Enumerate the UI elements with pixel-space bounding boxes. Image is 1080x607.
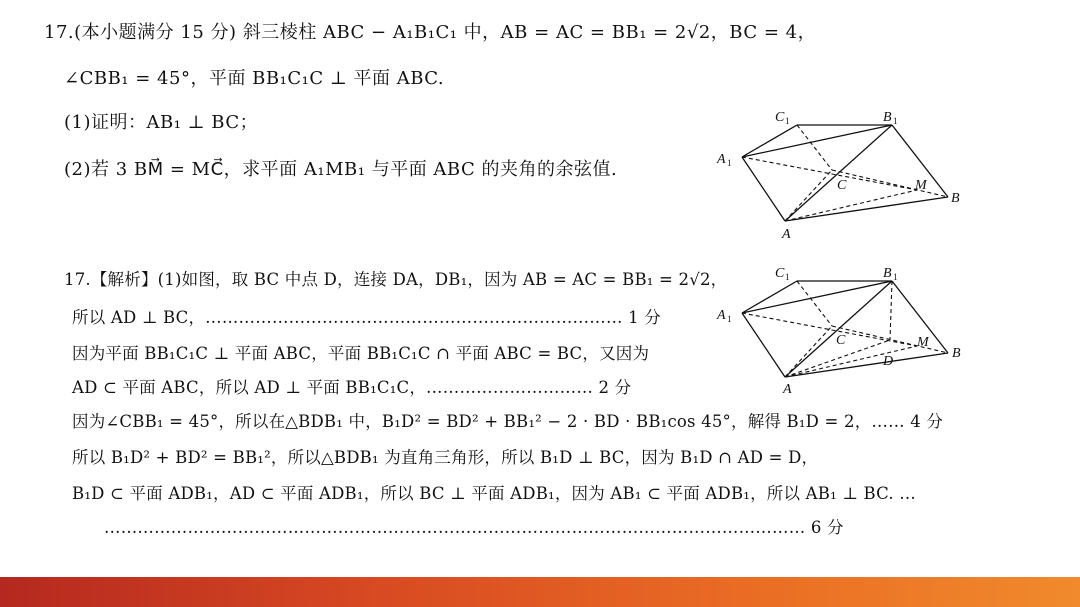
solution-line-3: 因为平面 BB₁C₁C ⊥ 平面 ABC，平面 BB₁C₁C ∩ 平面 ABC = BC，又因为 bbox=[72, 344, 650, 363]
label-a1: A bbox=[717, 308, 726, 323]
solution-line-7: B₁D ⊂ 平面 ADB₁，AD ⊂ 平面 ADB₁，所以 BC ⊥ 平面 ADB₁，因为 AB₁ ⊂ 平面 ADB₁，所以 AB₁ ⊥ BC. … bbox=[72, 484, 916, 503]
label-m: M bbox=[915, 178, 927, 193]
label-c1: C bbox=[775, 110, 785, 125]
label-c: C bbox=[836, 333, 846, 348]
label-a1: A bbox=[717, 152, 726, 167]
label-a1-sub: 1 bbox=[727, 314, 732, 324]
solution-line-8: ……………………………………………………………………………………………………………… 6 分 bbox=[104, 518, 844, 537]
footer-gradient-bar bbox=[0, 577, 1080, 607]
label-c: C bbox=[837, 178, 847, 193]
label-d: D bbox=[883, 354, 894, 369]
label-b1-sub: 1 bbox=[893, 116, 898, 126]
label-m: M bbox=[917, 335, 929, 350]
label-b1: B bbox=[883, 266, 892, 281]
label-b: B bbox=[952, 346, 961, 361]
prism-figure-1 bbox=[712, 104, 972, 244]
label-b: B bbox=[951, 191, 960, 206]
label-a: A bbox=[782, 227, 791, 242]
problem-line-1: 17.(本小题满分 15 分) 斜三棱柱 ABC − A₁B₁C₁ 中，AB = AC = BB₁ = 2√2，BC = 4， bbox=[44, 22, 817, 43]
label-a: A bbox=[783, 382, 792, 397]
label-a1-sub: 1 bbox=[727, 158, 732, 168]
label-c1: C bbox=[775, 266, 785, 281]
solution-line-4: AD ⊂ 平面 ABC，所以 AD ⊥ 平面 BB₁C₁C，………………………… 2 分 bbox=[72, 378, 632, 397]
label-b1-sub: 1 bbox=[893, 272, 898, 282]
label-c1-sub: 1 bbox=[785, 116, 790, 126]
problem-part-2: (2)若 3 BM⃗ = MC⃗，求平面 A₁MB₁ 与平面 ABC 的夹角的余弦值. bbox=[64, 159, 618, 180]
problem-part-1: (1)证明：AB₁ ⊥ BC； bbox=[64, 112, 259, 133]
label-b1: B bbox=[883, 110, 892, 125]
problem-line-2: ∠CBB₁ = 45°，平面 BB₁C₁C ⊥ 平面 ABC. bbox=[64, 68, 445, 89]
solution-line-6: 所以 B₁D² + BD² = BB₁²，所以△BDB₁ 为直角三角形，所以 B₁D ⊥ BC，因为 B₁D ∩ AD = D， bbox=[72, 448, 819, 467]
solution-line-2: 所以 AD ⊥ BC，………………………………………………………………… 1 分 bbox=[72, 308, 661, 327]
solution-line-1: 17.【解析】(1)如图，取 BC 中点 D，连接 DA，DB₁，因为 AB = AC = BB₁ = 2√2， bbox=[64, 270, 728, 289]
label-c1-sub: 1 bbox=[785, 272, 790, 282]
prism-figure-2 bbox=[712, 260, 972, 400]
solution-line-5: 因为∠CBB₁ = 45°，所以在△BDB₁ 中，B₁D² = BD² + BB₁² − 2 · BD · BB₁cos 45°，解得 B₁D = 2，…… 4 分 bbox=[72, 412, 944, 431]
